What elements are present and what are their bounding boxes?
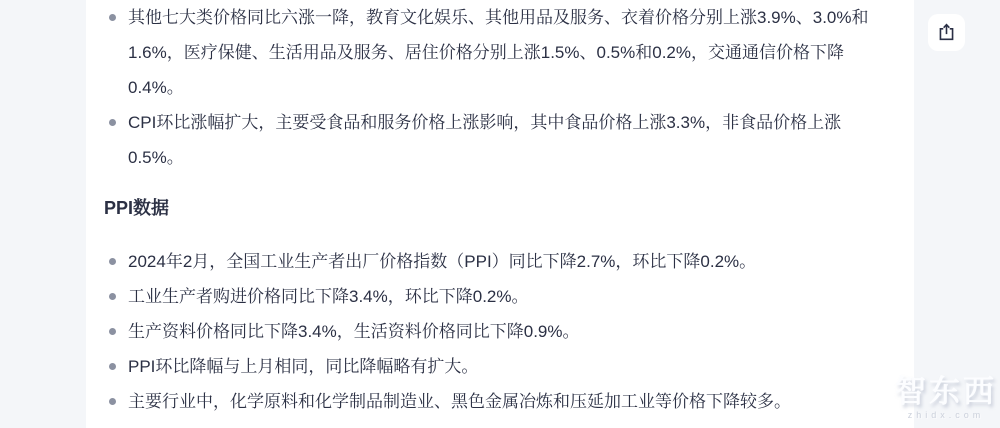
list-item: CPI环比涨幅扩大，主要受食品和服务价格上涨影响，其中食品价格上涨3.3%，非食品价格上涨0.5%。: [104, 105, 890, 175]
watermark-brand: 智东西: [895, 374, 997, 409]
content-card: [86, 0, 914, 428]
section-title-ppi: PPI数据: [104, 198, 170, 218]
share-export-icon: [936, 22, 957, 43]
list-item: 2024年2月，全国工业生产者出厂价格指数（PPI）同比下降2.7%，环比下降0.2%。: [104, 244, 890, 279]
list-item: 其他七大类价格同比六涨一降，教育文化娱乐、其他用品及服务、衣着价格分别上涨3.9%、3.0%和1.6%，医疗保健、生活用品及服务、居住价格分别上涨1.5%、0.5%和0.2%，交通通信价格下降0.4%。: [104, 0, 890, 105]
list-item: PPI环比降幅与上月相同，同比降幅略有扩大。: [104, 349, 890, 384]
share-button[interactable]: [928, 14, 965, 51]
watermark-domain: zhidx.com: [907, 410, 985, 420]
cpi-bullet-list: [104, 0, 890, 175]
ppi-bullet-list: [104, 244, 890, 419]
list-item: 生产资料价格同比下降3.4%，生活资料价格同比下降0.9%。: [104, 314, 890, 349]
list-item: 主要行业中，化学原料和化学制品制造业、黑色金属冶炼和压延加工业等价格下降较多。: [104, 384, 890, 419]
list-item: 工业生产者购进价格同比下降3.4%，环比下降0.2%。: [104, 279, 890, 314]
